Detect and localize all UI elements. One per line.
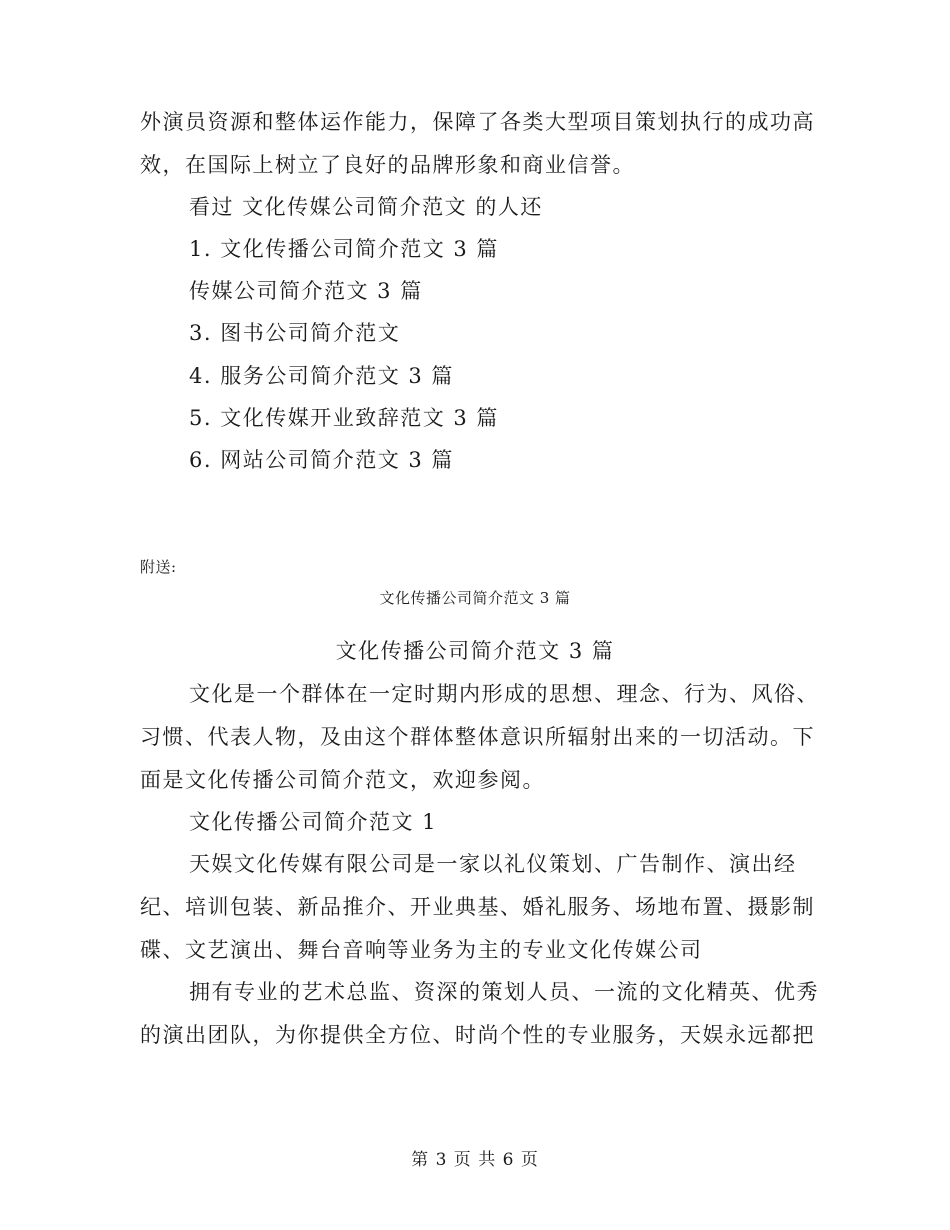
paragraph-line: 面是文化传播公司简介范文，欢迎参阅。	[140, 768, 545, 792]
related-item: 5. 文化传媒开业致辞范文 3 篇	[189, 406, 499, 430]
attachment-small-title: 文化传播公司简介范文 3 篇	[379, 589, 571, 607]
paragraph-line: 习惯、代表人物，及由这个群体整体意识所辐射出来的一切活动。下	[140, 725, 815, 749]
related-item: 1. 文化传播公司简介范文 3 篇	[189, 237, 499, 261]
paragraph-line: 外演员资源和整体运作能力，保障了各类大型项目策划执行的成功高	[140, 110, 815, 134]
article-title: 文化传播公司简介范文 3 篇	[335, 639, 615, 663]
page-indicator: 第 3 页 共 6 页	[411, 1150, 539, 1170]
attachment-label: 附送:	[140, 558, 177, 576]
section-heading: 文化传播公司简介范文 1	[189, 810, 438, 834]
paragraph-line: 文化是一个群体在一定时期内形成的思想、理念、行为、风俗、	[189, 682, 819, 706]
paragraph-line: 碟、文艺演出、舞台音响等业务为主的专业文化传媒公司	[140, 938, 703, 962]
related-heading: 看过 文化传媒公司简介范文 的人还	[189, 195, 543, 219]
paragraph-line: 的演出团队，为你提供全方位、时尚个性的专业服务，天娱永远都把	[140, 1023, 815, 1047]
paragraph-line: 纪、培训包装、新品推介、开业典基、婚礼服务、场地布置、摄影制	[140, 895, 815, 919]
paragraph-line: 效，在国际上树立了良好的品牌形象和商业信誉。	[140, 153, 635, 177]
related-item: 3. 图书公司简介范文	[189, 321, 401, 345]
related-item: 传媒公司简介范文 3 篇	[189, 279, 423, 303]
related-item: 6. 网站公司简介范文 3 篇	[189, 448, 454, 472]
related-item: 4. 服务公司简介范文 3 篇	[189, 364, 454, 388]
paragraph-line: 拥有专业的艺术总监、资深的策划人员、一流的文化精英、优秀	[189, 980, 819, 1004]
paragraph-line: 天娱文化传媒有限公司是一家以礼仪策划、广告制作、演出经	[189, 852, 797, 876]
